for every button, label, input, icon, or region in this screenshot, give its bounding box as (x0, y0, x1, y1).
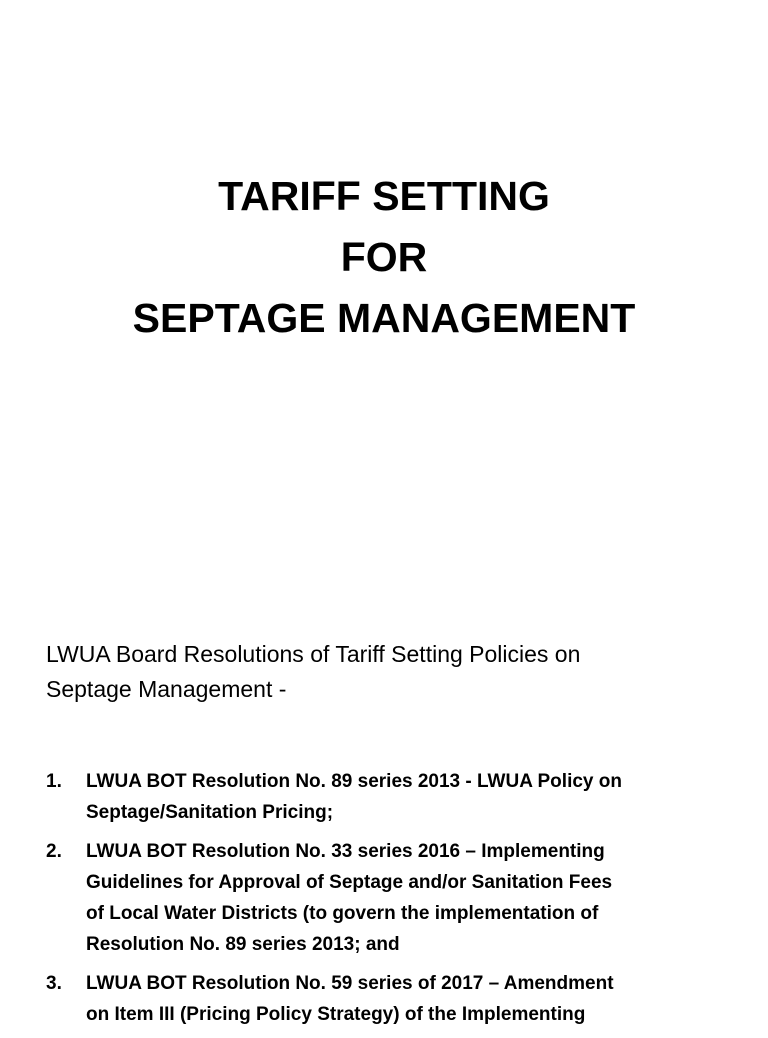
title-line: FOR (340, 234, 428, 280)
resolution-line: Septage/Sanitation Pricing; (86, 802, 334, 823)
resolution-number: 2. (46, 841, 62, 862)
resolution-item (46, 836, 746, 960)
intro-paragraph (46, 637, 746, 707)
resolution-list (46, 766, 746, 1038)
resolution-line: Resolution No. 89 series 2013; and (86, 934, 400, 955)
resolution-line: Guidelines for Approval of Septage and/or Sanitation Fees (86, 872, 613, 893)
resolution-item (46, 968, 746, 1030)
intro-line: LWUA Board Resolutions of Tariff Setting Policies on (46, 641, 581, 667)
resolution-text (86, 968, 746, 1030)
title-line: SEPTAGE MANAGEMENT (132, 295, 636, 341)
resolution-line: on Item III (Pricing Policy Strategy) of the Implementing (86, 1004, 586, 1025)
resolution-line: LWUA BOT Resolution No. 33 series 2016 – Implementing (86, 841, 605, 862)
resolution-item (46, 766, 746, 828)
resolution-text (86, 836, 746, 960)
resolution-line: LWUA BOT Resolution No. 89 series 2013 - LWUA Policy on (86, 771, 622, 792)
title-line: TARIFF SETTING (218, 173, 550, 219)
resolution-text (86, 766, 746, 828)
resolution-line: of Local Water Districts (to govern the implementation of (86, 903, 599, 924)
resolution-number: 3. (46, 973, 62, 994)
resolution-number: 1. (46, 771, 62, 792)
slide-title (0, 166, 768, 349)
intro-line: Septage Management - (46, 676, 287, 702)
resolution-line: LWUA BOT Resolution No. 59 series of 2017 – Amendment (86, 973, 614, 994)
